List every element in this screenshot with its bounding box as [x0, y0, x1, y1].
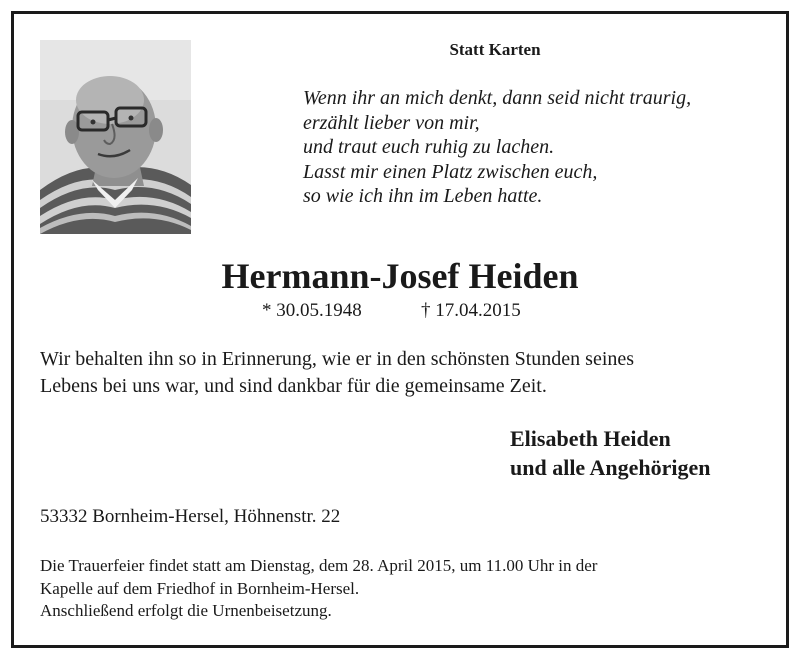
signer-block	[510, 424, 710, 482]
birth-date: * 30.05.1948	[262, 300, 362, 321]
funeral-line: Anschließend erfolgt die Urnenbeisetzung.	[40, 601, 332, 620]
poem-line: erzählt lieber von mir,	[303, 111, 480, 134]
portrait-image	[40, 40, 191, 234]
memory-line: Wir behalten ihn so in Erinnerung, wie er in den schönsten Stunden seines	[40, 348, 635, 370]
poem-line: Lasst mir einen Platz zwischen euch,	[303, 160, 598, 183]
address: 53332 Bornheim-Hersel, Höhnenstr. 22	[40, 506, 341, 527]
signer-line: Elisabeth Heiden	[510, 426, 671, 451]
funeral-info	[40, 555, 770, 623]
poem-line: und traut euch ruhig zu lachen.	[303, 136, 555, 158]
memory-line: Lebens bei uns war, und sind dankbar für die gemeinsame Zeit.	[40, 375, 547, 397]
deceased-name: Hermann-Josef Heiden	[221, 256, 579, 296]
poem	[303, 86, 691, 209]
funeral-line: Kapelle auf dem Friedhof in Bornheim-Hersel.	[40, 578, 360, 598]
poem-line: Wenn ihr an mich denkt, dann seid nicht traurig,	[303, 87, 692, 109]
poem-line: so wie ich ihn im Leben hatte.	[303, 185, 543, 207]
memory-text	[40, 346, 770, 400]
statt-karten-heading: Statt Karten	[449, 40, 541, 59]
signer-line: und alle Angehörigen	[510, 455, 711, 480]
funeral-line: Die Trauerfeier findet statt am Dienstag, dem 28. April 2015, um 11.00 Uhr in der	[40, 556, 598, 575]
portrait-photo	[40, 40, 191, 234]
death-date: † 17.04.2015	[421, 300, 521, 321]
